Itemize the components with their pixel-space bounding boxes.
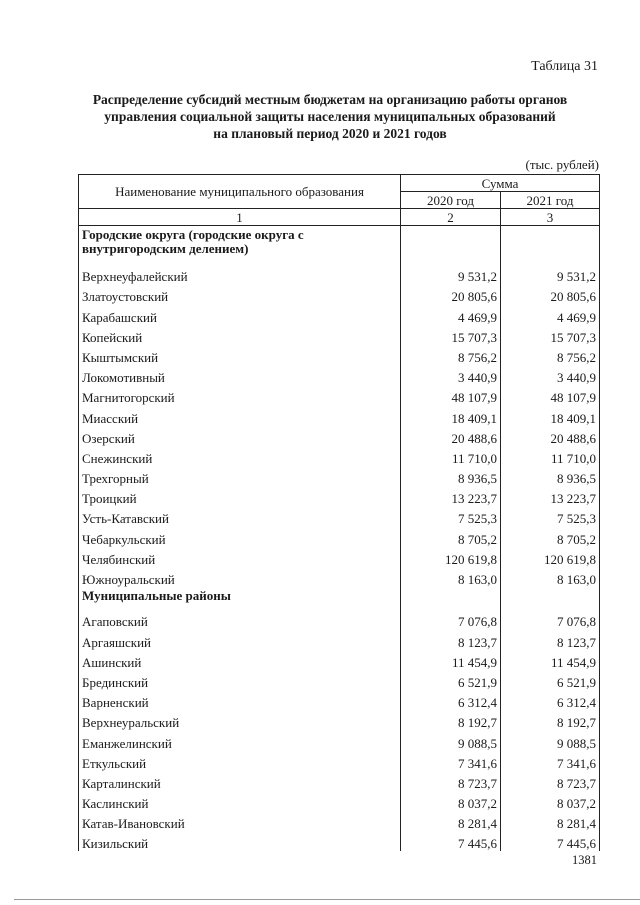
municipality-name: Кизильский — [79, 831, 401, 851]
value-2020: 8 192,7 — [401, 710, 501, 730]
subsidy-table — [78, 174, 600, 851]
value-2020: 8 756,2 — [401, 345, 501, 365]
table-row — [79, 771, 600, 791]
value-2020: 20 805,6 — [401, 284, 501, 304]
value-2020: 8 123,7 — [401, 629, 501, 649]
municipality-name: Локомотивный — [79, 365, 401, 385]
municipality-name: Усть-Катавский — [79, 506, 401, 526]
header-name: Наименование муниципального образования — [79, 175, 401, 209]
municipality-name: Каслинский — [79, 791, 401, 811]
value-2020: 9 531,2 — [401, 264, 501, 284]
table-row — [79, 345, 600, 365]
header-col-2: 2 — [401, 209, 501, 226]
table-row — [79, 609, 600, 629]
municipality-name: Копейский — [79, 325, 401, 345]
value-2021: 8 163,0 — [501, 567, 600, 587]
value-2020: 48 107,9 — [401, 385, 501, 405]
municipality-name: Карталинский — [79, 771, 401, 791]
table-row — [79, 466, 600, 486]
municipality-name: Озерский — [79, 426, 401, 446]
table-row — [79, 426, 600, 446]
value-2020: 3 440,9 — [401, 365, 501, 385]
value-2021: 8 281,4 — [501, 811, 600, 831]
value-2020: 8 936,5 — [401, 466, 501, 486]
value-2021: 18 409,1 — [501, 405, 600, 425]
table-row — [79, 751, 600, 771]
value-2020: 4 469,9 — [401, 304, 501, 324]
value-2021: 7 341,6 — [501, 751, 600, 771]
table-row — [79, 385, 600, 405]
value-2020: 7 525,3 — [401, 506, 501, 526]
value-2021: 9 088,5 — [501, 730, 600, 750]
municipality-name: Катав-Ивановский — [79, 811, 401, 831]
value-2020: 15 707,3 — [401, 325, 501, 345]
table-number-label: Таблица 31 — [531, 59, 598, 74]
table-row — [79, 710, 600, 730]
value-2021: 8 756,2 — [501, 345, 600, 365]
municipality-name: Ашинский — [79, 650, 401, 670]
municipality-name: Южноуральский — [79, 567, 401, 587]
table-row — [79, 526, 600, 546]
table-row — [79, 650, 600, 670]
value-2021: 20 488,6 — [501, 426, 600, 446]
section-title: Городские округа (городские округа с внутригородским делением) — [79, 226, 401, 265]
value-2020: 9 088,5 — [401, 730, 501, 750]
title-line-2: управления социальной защиты населения муниципальных образований — [104, 109, 556, 124]
municipality-name: Миасский — [79, 405, 401, 425]
value-2020: 120 619,8 — [401, 547, 501, 567]
table-row — [79, 446, 600, 466]
document-title — [60, 91, 600, 142]
section-title: Муниципальные районы — [79, 587, 401, 609]
municipality-name: Верхнеуфалейский — [79, 264, 401, 284]
value-2021: 7 525,3 — [501, 506, 600, 526]
table-row — [79, 405, 600, 425]
value-2021: 8 037,2 — [501, 791, 600, 811]
table-body — [79, 226, 600, 852]
table-row — [79, 629, 600, 649]
section-row — [79, 587, 600, 609]
municipality-name: Аргаяшский — [79, 629, 401, 649]
value-2021: 11 454,9 — [501, 650, 600, 670]
header-year-2020: 2020 год — [401, 192, 501, 209]
unit-label: (тыс. рублей) — [525, 157, 599, 172]
municipality-name: Кыштымский — [79, 345, 401, 365]
value-2021: 8 123,7 — [501, 629, 600, 649]
value-2021: 8 723,7 — [501, 771, 600, 791]
value-2021: 6 312,4 — [501, 690, 600, 710]
value-2021: 13 223,7 — [501, 486, 600, 506]
municipality-name: Златоустовский — [79, 284, 401, 304]
table-row — [79, 730, 600, 750]
empty-cell — [401, 226, 501, 265]
municipality-name: Магнитогорский — [79, 385, 401, 405]
value-2020: 8 723,7 — [401, 771, 501, 791]
value-2020: 8 281,4 — [401, 811, 501, 831]
municipality-name: Трехгорный — [79, 466, 401, 486]
municipality-name: Еманжелинский — [79, 730, 401, 750]
empty-cell — [401, 587, 501, 609]
municipality-name: Агаповский — [79, 609, 401, 629]
table-row — [79, 811, 600, 831]
table-row — [79, 547, 600, 567]
value-2020: 6 521,9 — [401, 670, 501, 690]
bottom-divider — [14, 899, 640, 900]
table-row — [79, 264, 600, 284]
table-row — [79, 567, 600, 587]
municipality-name: Чебаркульский — [79, 526, 401, 546]
municipality-name: Челябинский — [79, 547, 401, 567]
value-2021: 4 469,9 — [501, 304, 600, 324]
value-2020: 7 341,6 — [401, 751, 501, 771]
table-row — [79, 304, 600, 324]
value-2021: 48 107,9 — [501, 385, 600, 405]
header-col-3: 3 — [501, 209, 600, 226]
value-2021: 20 805,6 — [501, 284, 600, 304]
value-2020: 8 705,2 — [401, 526, 501, 546]
value-2021: 3 440,9 — [501, 365, 600, 385]
value-2020: 7 445,6 — [401, 831, 501, 851]
municipality-name: Верхнеуральский — [79, 710, 401, 730]
value-2021: 8 192,7 — [501, 710, 600, 730]
value-2021: 8 936,5 — [501, 466, 600, 486]
table-row — [79, 506, 600, 526]
value-2021: 9 531,2 — [501, 264, 600, 284]
value-2020: 6 312,4 — [401, 690, 501, 710]
header-sum: Сумма — [401, 175, 600, 192]
value-2021: 6 521,9 — [501, 670, 600, 690]
value-2020: 8 163,0 — [401, 567, 501, 587]
value-2021: 15 707,3 — [501, 325, 600, 345]
value-2020: 20 488,6 — [401, 426, 501, 446]
value-2020: 13 223,7 — [401, 486, 501, 506]
municipality-name: Карабашский — [79, 304, 401, 324]
value-2021: 120 619,8 — [501, 547, 600, 567]
municipality-name: Еткульский — [79, 751, 401, 771]
value-2021: 11 710,0 — [501, 446, 600, 466]
table-row — [79, 690, 600, 710]
municipality-name: Варненский — [79, 690, 401, 710]
municipality-name: Брединский — [79, 670, 401, 690]
header-year-2021: 2021 год — [501, 192, 600, 209]
empty-cell — [501, 226, 600, 265]
municipality-name: Троицкий — [79, 486, 401, 506]
title-line-1: Распределение субсидий местным бюджетам на организацию работы органов — [92, 92, 568, 107]
value-2020: 11 454,9 — [401, 650, 501, 670]
table-row — [79, 791, 600, 811]
section-row — [79, 226, 600, 265]
empty-cell — [501, 587, 600, 609]
table-row — [79, 831, 600, 851]
value-2020: 7 076,8 — [401, 609, 501, 629]
municipality-name: Снежинский — [79, 446, 401, 466]
title-line-3: на плановый период 2020 и 2021 годов — [213, 126, 447, 141]
table-row — [79, 284, 600, 304]
value-2021: 7 445,6 — [501, 831, 600, 851]
value-2021: 7 076,8 — [501, 609, 600, 629]
value-2020: 18 409,1 — [401, 405, 501, 425]
table-row — [79, 486, 600, 506]
value-2021: 8 705,2 — [501, 526, 600, 546]
table-row — [79, 670, 600, 690]
table-row — [79, 325, 600, 345]
value-2020: 8 037,2 — [401, 791, 501, 811]
table-row — [79, 365, 600, 385]
page-number: 1381 — [572, 853, 597, 867]
header-col-1: 1 — [79, 209, 401, 226]
value-2020: 11 710,0 — [401, 446, 501, 466]
